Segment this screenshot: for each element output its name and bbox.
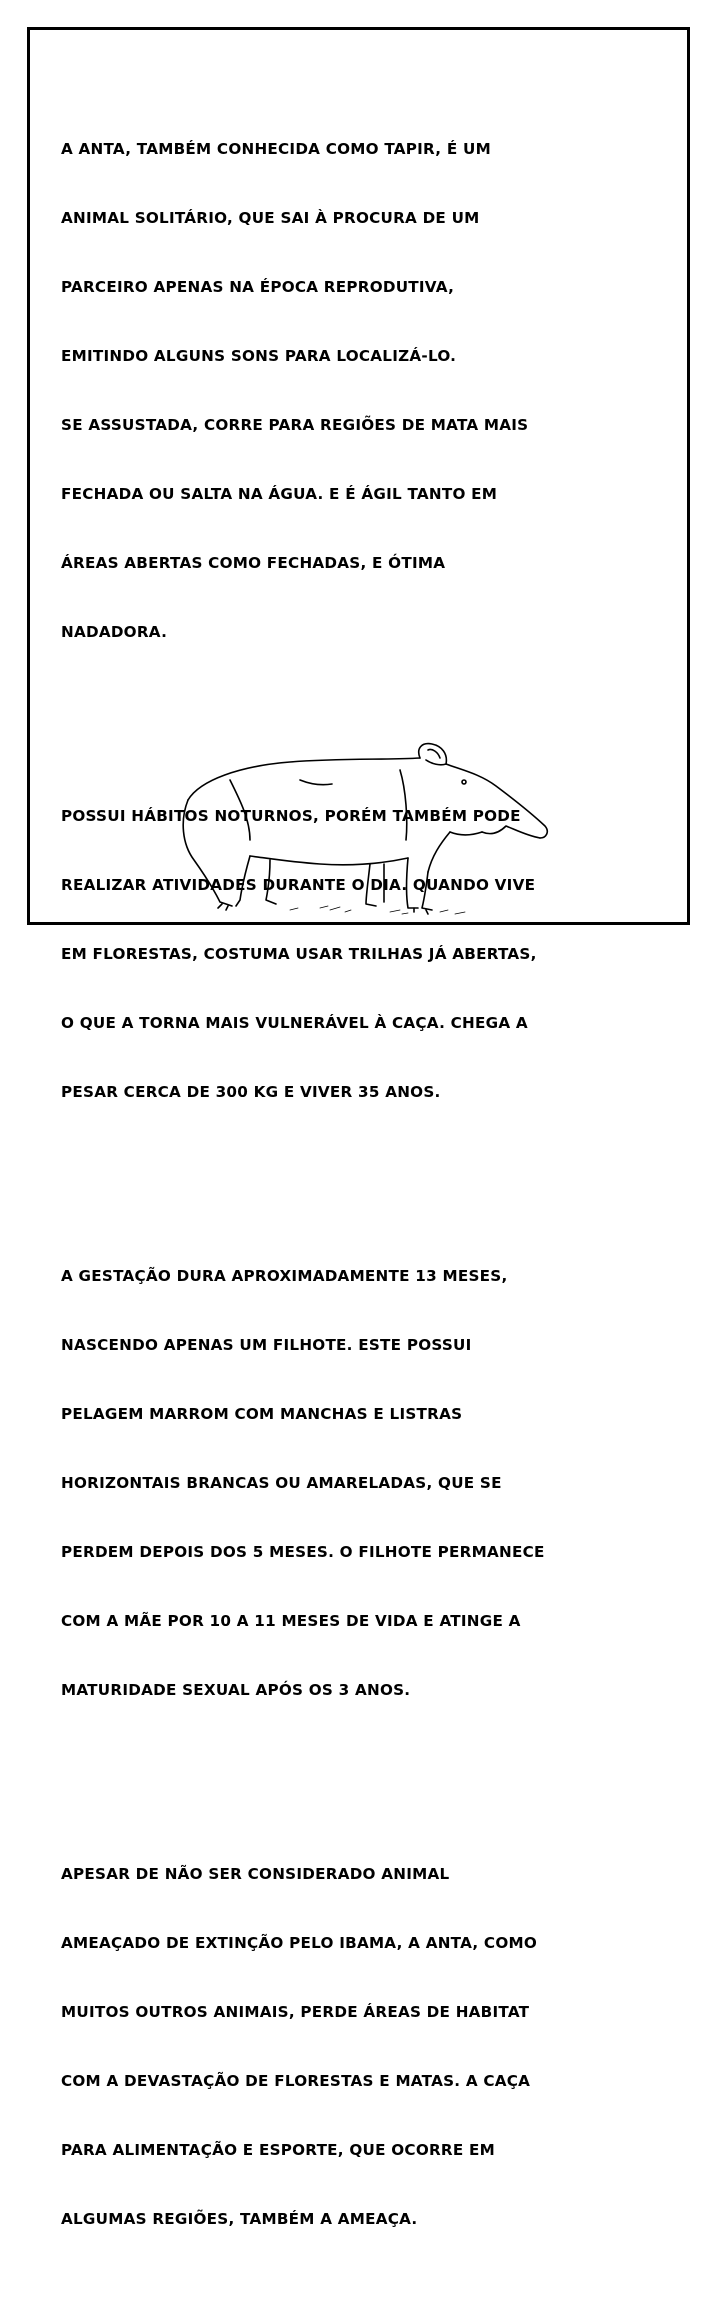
text-line: ÁREAS ABERTAS COMO FECHADAS, E ÓTIMA xyxy=(61,554,446,572)
text-line: FECHADA OU SALTA NA ÁGUA. E É ÁGIL TANTO EM xyxy=(61,485,498,503)
text-line: EMITINDO ALGUNS SONS PARA LOCALIZÁ-LO. xyxy=(61,347,457,365)
document-text xyxy=(61,46,651,2300)
tapir-drawing-icon xyxy=(170,740,560,920)
text-line: O QUE A TORNA MAIS VULNERÁVEL À CAÇA. CHEGA A xyxy=(61,1014,528,1032)
text-line: PERDEM DEPOIS DOS 5 MESES. O FILHOTE PERMANECE xyxy=(61,1543,545,1561)
text-line: NADADORA. xyxy=(61,623,168,641)
text-line: COM A MÃE POR 10 A 11 MESES DE VIDA E ATINGE A xyxy=(61,1612,521,1630)
text-line: POSSUI HÁBITOS NOTURNOS, PORÉM TAMBÉM PODE xyxy=(61,807,521,825)
text-line: A GESTAÇÃO DURA APROXIMADAMENTE 13 MESES, xyxy=(61,1267,508,1285)
text-line: PARA ALIMENTAÇÃO E ESPORTE, QUE OCORRE EM xyxy=(61,2141,496,2159)
text-line: PESAR CERCA DE 300 KG E VIVER 35 ANOS. xyxy=(61,1083,441,1101)
text-line: APESAR DE NÃO SER CONSIDERADO ANIMAL xyxy=(61,1865,450,1883)
text-line: A ANTA, TAMBÉM CONHECIDA COMO TAPIR, É UM xyxy=(61,140,491,158)
text-line: ALGUMAS REGIÕES, TAMBÉM A AMEAÇA. xyxy=(61,2210,418,2228)
text-line: ANIMAL SOLITÁRIO, QUE SAI À PROCURA DE UM xyxy=(61,209,480,227)
text-line: HORIZONTAIS BRANCAS OU AMARELADAS, QUE SE xyxy=(61,1474,502,1492)
text-line: MUITOS OUTROS ANIMAIS, PERDE ÁREAS DE HABITAT xyxy=(61,2003,530,2021)
text-line: REALIZAR ATIVIDADES DURANTE O DIA. QUANDO VIVE xyxy=(61,876,536,894)
paragraph-3 xyxy=(61,1219,651,1748)
text-line: MATURIDADE SEXUAL APÓS OS 3 ANOS. xyxy=(61,1681,411,1699)
text-line: SE ASSUSTADA, CORRE PARA REGIÕES DE MATA MAIS xyxy=(61,416,529,434)
text-line: AMEAÇADO DE EXTINÇÃO PELO IBAMA, A ANTA, COMO xyxy=(61,1934,538,1952)
text-line: COM A DEVASTAÇÃO DE FLORESTAS E MATAS. A CAÇA xyxy=(61,2072,531,2090)
text-line: EM FLORESTAS, COSTUMA USAR TRILHAS JÁ ABERTAS, xyxy=(61,945,537,963)
text-line: PARCEIRO APENAS NA ÉPOCA REPRODUTIVA, xyxy=(61,278,455,296)
text-line: PELAGEM MARROM COM MANCHAS E LISTRAS xyxy=(61,1405,463,1423)
paragraph-4 xyxy=(61,1817,651,2277)
text-line: NASCENDO APENAS UM FILHOTE. ESTE POSSUI xyxy=(61,1336,472,1354)
paragraph-1 xyxy=(61,92,651,690)
